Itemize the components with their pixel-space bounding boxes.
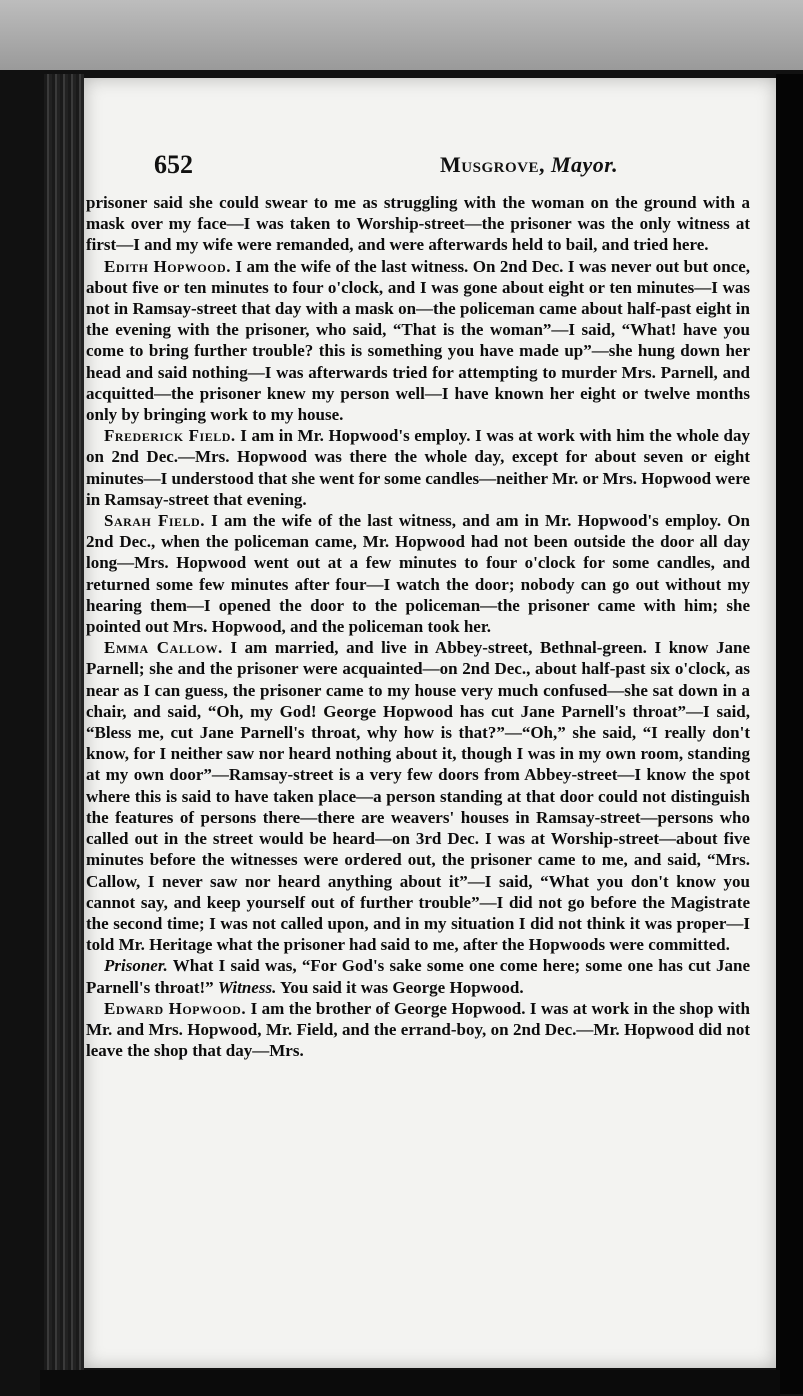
paragraph-text: I am the wife of the last witness, and am in Mr. Hopwood's employ. On 2nd Dec., when the policeman came, Mr. Hopwood had not been outside the door all day long—Mrs. Hopwood went out at a few minutes to four o'clock for some candles, and returned some few minutes after four—I watch the door; nobody can go out without my hearing them—I opened the door to the policeman—the prisoner came with him; she pointed out Mrs. Hopwood, and the policeman took her. (86, 511, 750, 637)
body-text (86, 192, 750, 1061)
paragraph-text: I am married, and live in Abbey-street, Bethnal-green. I know Jane Parnell; she and the prisoner were acquainted—on 2nd Dec., about half-past six o'clock, as near as I can guess, the prisoner came to my house very much confused—she sat down in a chair, and said, “Oh, my God! George Hopwood has cut Jane Parnell's throat”—I said, “Bless me, cut Jane Parnell's throat, why how is that?”—“Oh,” she said, “I really don't know, for I neither saw nor heard nothing about it, though I was in my own room, standing at my own door”—Ramsay-street is a very few doors from Abbey-street—I know the spot where this is said to have taken place—a person standing at that door could not distinguish the features of persons there—there are weavers' houses in Ramsay-street—persons who called out in the street would be heard—on 3rd Dec. I was at Worship-street—about five minutes before the witnesses were ordered out, the prisoner came to me, and said, “Mrs. Callow, I never saw nor heard anything about it”—I said, “What you don't know you cannot say, and keep yourself out of further trouble”—I did not go before the Magistrate the second time; I was not called upon, and in my situation I did not think it was proper—I told Mr. Heritage what the prisoner had said to me, after the Hopwoods were committed. (86, 638, 750, 955)
testimony-edward-hopwood (86, 998, 750, 1062)
running-head (154, 150, 764, 186)
speaker-name: Edith Hopwood. (104, 256, 231, 276)
speaker-name: Emma Callow. (104, 638, 223, 658)
paragraph-text: I am in Mr. Hopwood's employ. I was at work with him the whole day on 2nd Dec.—Mrs. Hopwood was there the whole day, except for about seven or eight minutes—I understood that she went for some candles—neither Mr. or Mrs. Hopwood were in Ramsay-street that evening. (86, 426, 750, 509)
paragraph-text: I am the brother of George Hopwood. I was at work in the shop with Mr. and Mrs. Hopwood, Mr. Field, and the errand-boy, on 2nd Dec.—Mr. Hopwood did not leave the shop that day—Mrs. (86, 998, 751, 1061)
book-spine-shadow (776, 74, 803, 1394)
testimony-emma-callow (86, 637, 750, 955)
speaker-name: Frederick Field. (104, 426, 236, 446)
scan-top-margin (0, 0, 803, 70)
running-title (440, 152, 618, 178)
running-title-role: Mayor. (550, 152, 619, 177)
running-title-name: Musgrove, (440, 152, 545, 177)
paragraph-text-2: You said it was George Hopwood. (279, 977, 524, 997)
page-number: 652 (154, 150, 193, 179)
exchange-prisoner-witness (86, 955, 750, 997)
testimony-edith-hopwood (86, 256, 750, 426)
book-page-edges (44, 74, 84, 1370)
witness-label: Witness. (217, 977, 277, 997)
paragraph-text: prisoner said she could swear to me as struggling with the woman on the ground with a mask over my face—I was taken to Worship-street—the prisoner was the only witness at first—I and my wife were remanded, and were afterwards held to bail, and tried here. (86, 193, 750, 255)
speaker-name: Edward Hopwood. (104, 998, 247, 1018)
scan-bottom-edge (40, 1370, 780, 1396)
prisoner-label: Prisoner. (104, 956, 168, 976)
testimony-frederick-field (86, 425, 750, 510)
paragraph-text: I am the wife of the last witness. On 2nd Dec. I was never out but once, about five or ten minutes to four o'clock, and I was gone about eight or ten minutes—I was not in Ramsay-street that day with a mask on—the policeman came about half-past eight in the evening with the prisoner, who said, “That is the woman”—I said, “What! have you come to bring further trouble? this is something you have made up”—she hung down her head and said nothing—I was afterwards tried for attempting to murder Mrs. Parnell, and acquitted—the prisoner knew my person well—I have known her eight or twelve months only by bringing work to my house. (86, 256, 750, 425)
paragraph-continuation (86, 192, 750, 256)
paragraph-text: What I said was, “For God's sake some one come here; some one has cut Jane Parnell's throat!” (86, 956, 750, 997)
speaker-name: Sarah Field. (104, 511, 205, 531)
testimony-sarah-field (86, 510, 750, 637)
